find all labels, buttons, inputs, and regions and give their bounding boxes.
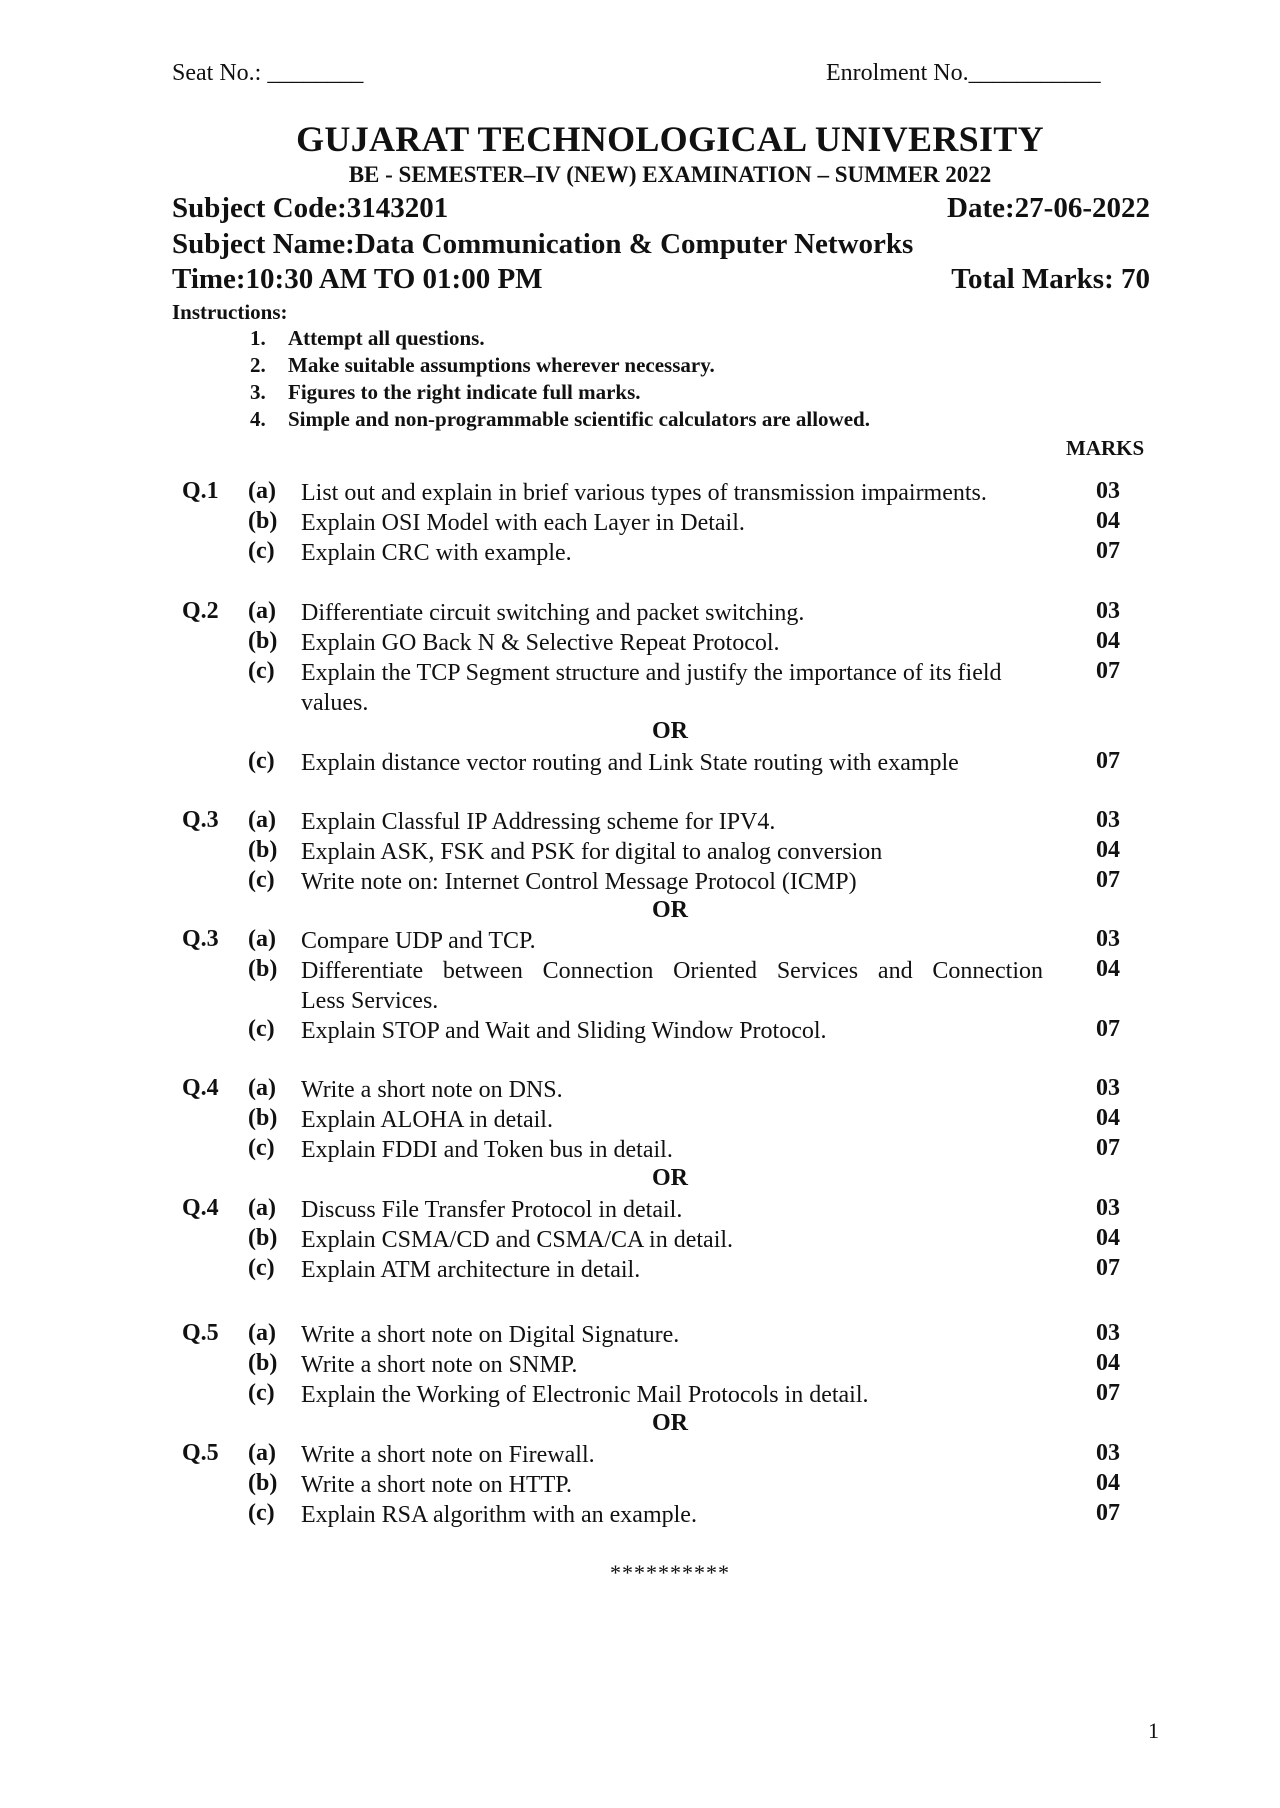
question-row-continuation <box>0 986 1280 1016</box>
question-part: (a) <box>248 598 276 624</box>
subject-name-row <box>172 228 1150 261</box>
question-text: Explain Classful IP Addressing scheme for IPV4. <box>301 809 776 835</box>
question-text: Explain ALOHA in detail. <box>301 1107 553 1133</box>
question-marks: 07 <box>1096 1016 1120 1042</box>
question-marks: 03 <box>1096 478 1120 504</box>
question-marks: 07 <box>1096 1500 1120 1526</box>
question-part: (a) <box>248 1320 276 1346</box>
question-marks: 07 <box>1096 1380 1120 1406</box>
question-text: Explain ATM architecture in detail. <box>301 1257 641 1283</box>
question-marks: 07 <box>1096 658 1120 684</box>
question-text: Write a short note on Firewall. <box>301 1442 595 1468</box>
question-text: Compare UDP and TCP. <box>301 928 536 954</box>
exam-title: BE - SEMESTER–IV (NEW) EXAMINATION – SUMMER 2022 <box>348 162 992 187</box>
question-part: (b) <box>248 628 278 654</box>
question-text: Explain RSA algorithm with an example. <box>301 1502 697 1528</box>
instruction-item <box>250 407 870 434</box>
question-row <box>0 508 1280 538</box>
question-part: (c) <box>248 1500 275 1526</box>
question-row <box>0 1225 1280 1255</box>
question-part: (a) <box>248 1075 276 1101</box>
question-marks: 03 <box>1096 1195 1120 1221</box>
question-row <box>0 807 1280 837</box>
question-text: Explain GO Back N & Selective Repeat Protocol. <box>301 630 780 656</box>
question-part: (b) <box>248 1350 278 1376</box>
instruction-item <box>250 326 870 353</box>
question-row <box>0 1380 1280 1410</box>
question-text: Explain ASK, FSK and PSK for digital to analog conversion <box>301 839 883 865</box>
question-row <box>0 1440 1280 1470</box>
question-row <box>0 1075 1280 1105</box>
instruction-text: Figures to the right indicate full marks. <box>288 380 641 404</box>
question-text: Write a short note on SNMP. <box>301 1352 578 1378</box>
question-row <box>0 1195 1280 1225</box>
instruction-item <box>250 353 870 380</box>
question-text: Explain CRC with example. <box>301 540 572 566</box>
question-part: (c) <box>248 867 275 893</box>
question-number: Q.4 <box>182 1195 219 1221</box>
question-marks: 04 <box>1096 1350 1120 1376</box>
question-text: Explain the Working of Electronic Mail Protocols in detail. <box>301 1382 869 1408</box>
question-marks: 07 <box>1096 1135 1120 1161</box>
instructions-list <box>250 326 870 434</box>
question-text: Explain OSI Model with each Layer in Detail. <box>301 510 745 536</box>
question-text: Write a short note on HTTP. <box>301 1472 572 1498</box>
or-separator: OR <box>652 718 688 744</box>
question-part: (a) <box>248 926 276 952</box>
question-marks: 07 <box>1096 538 1120 564</box>
instruction-text: Attempt all questions. <box>288 326 485 350</box>
question-row <box>0 956 1280 986</box>
question-part: (c) <box>248 538 275 564</box>
or-separator: OR <box>652 1410 688 1436</box>
question-marks: 04 <box>1096 956 1120 982</box>
question-text: Explain distance vector routing and Link State routing with example <box>301 750 959 776</box>
or-separator: OR <box>652 1165 688 1191</box>
question-marks: 07 <box>1096 748 1120 774</box>
question-text: Discuss File Transfer Protocol in detail. <box>301 1197 683 1223</box>
question-number: Q.4 <box>182 1075 219 1101</box>
question-row <box>0 598 1280 628</box>
question-row <box>0 1350 1280 1380</box>
question-row <box>0 1470 1280 1500</box>
question-text: List out and explain in brief various types of transmission impairments. <box>301 480 987 506</box>
seat-number-field: Seat No.: ________ <box>172 60 364 86</box>
marks-column-header: MARKS <box>1066 436 1145 460</box>
question-marks: 03 <box>1096 598 1120 624</box>
question-row <box>0 628 1280 658</box>
question-row <box>0 1320 1280 1350</box>
question-marks: 04 <box>1096 1105 1120 1131</box>
total-marks: Total Marks: 70 <box>951 263 1150 295</box>
question-marks: 04 <box>1096 508 1120 534</box>
question-part: (a) <box>248 807 276 833</box>
question-marks: 03 <box>1096 1075 1120 1101</box>
question-row <box>0 1105 1280 1135</box>
instruction-item <box>250 380 870 407</box>
question-part: (b) <box>248 1225 278 1251</box>
question-number: Q.5 <box>182 1440 219 1466</box>
question-part: (b) <box>248 1470 278 1496</box>
question-text: Write a short note on Digital Signature. <box>301 1322 680 1348</box>
question-text: Differentiate circuit switching and packet switching. <box>301 600 805 626</box>
subject-code: Subject Code:3143201 <box>172 192 449 224</box>
question-number: Q.2 <box>182 598 219 624</box>
question-part: (b) <box>248 956 278 982</box>
question-part: (c) <box>248 658 275 684</box>
question-number: Q.1 <box>182 478 219 504</box>
university-title: GUJARAT TECHNOLOGICAL UNIVERSITY <box>296 119 1044 159</box>
question-part: (a) <box>248 1195 276 1221</box>
question-part: (c) <box>248 1380 275 1406</box>
question-row <box>0 867 1280 897</box>
question-text: Explain the TCP Segment structure and justify the importance of its field <box>301 660 1002 686</box>
question-number: Q.3 <box>182 926 219 952</box>
question-text-continuation: values. <box>301 690 369 716</box>
subject-code-row <box>172 192 1150 225</box>
exam-date: Date:27-06-2022 <box>947 192 1150 224</box>
question-text-continuation: Less Services. <box>301 988 439 1014</box>
question-marks: 04 <box>1096 837 1120 863</box>
question-marks: 04 <box>1096 628 1120 654</box>
instruction-text: Make suitable assumptions wherever necessary. <box>288 353 715 377</box>
question-marks: 03 <box>1096 1320 1120 1346</box>
question-text: Differentiate between Connection Oriented Services and Connection <box>301 958 1043 984</box>
instruction-num: 3. <box>250 380 266 404</box>
question-row <box>0 658 1280 688</box>
instructions-title: Instructions: <box>172 300 288 324</box>
question-row <box>0 1500 1280 1530</box>
question-marks: 03 <box>1096 807 1120 833</box>
question-part: (c) <box>248 1255 275 1281</box>
question-part: (c) <box>248 1135 275 1161</box>
question-row-continuation <box>0 688 1280 718</box>
question-number: Q.5 <box>182 1320 219 1346</box>
end-of-paper-marker: ********** <box>610 1560 730 1585</box>
question-row <box>0 1135 1280 1165</box>
question-text: Explain STOP and Wait and Sliding Window Protocol. <box>301 1018 827 1044</box>
question-row <box>0 837 1280 867</box>
seat-enrolment-line <box>172 60 1120 90</box>
question-text: Write a short note on DNS. <box>301 1077 563 1103</box>
question-text: Explain FDDI and Token bus in detail. <box>301 1137 673 1163</box>
question-part: (a) <box>248 1440 276 1466</box>
question-row <box>0 478 1280 508</box>
instruction-num: 1. <box>250 326 266 350</box>
question-marks: 04 <box>1096 1225 1120 1251</box>
instruction-num: 2. <box>250 353 266 377</box>
question-row <box>0 1016 1280 1046</box>
question-marks: 03 <box>1096 926 1120 952</box>
question-marks: 04 <box>1096 1470 1120 1496</box>
exam-time: Time:10:30 AM TO 01:00 PM <box>172 263 543 295</box>
question-part: (a) <box>248 478 276 504</box>
question-marks: 03 <box>1096 1440 1120 1466</box>
question-row <box>0 748 1280 778</box>
question-text: Explain CSMA/CD and CSMA/CA in detail. <box>301 1227 734 1253</box>
or-separator: OR <box>652 897 688 923</box>
time-row <box>172 263 1150 296</box>
question-marks: 07 <box>1096 1255 1120 1281</box>
page-number: 1 <box>1148 1718 1159 1743</box>
question-part: (b) <box>248 508 278 534</box>
question-row <box>0 538 1280 568</box>
question-part: (c) <box>248 1016 275 1042</box>
question-row <box>0 926 1280 956</box>
question-part: (c) <box>248 748 275 774</box>
enrolment-number-field: Enrolment No.___________ <box>826 60 1101 86</box>
question-part: (b) <box>248 1105 278 1131</box>
question-row <box>0 1255 1280 1285</box>
question-part: (b) <box>248 837 278 863</box>
instruction-text: Simple and non-programmable scientific calculators are allowed. <box>288 407 870 431</box>
question-number: Q.3 <box>182 807 219 833</box>
instruction-num: 4. <box>250 407 266 431</box>
question-text: Write note on: Internet Control Message Protocol (ICMP) <box>301 869 857 895</box>
subject-name: Subject Name:Data Communication & Computer Networks <box>172 228 914 260</box>
question-marks: 07 <box>1096 867 1120 893</box>
